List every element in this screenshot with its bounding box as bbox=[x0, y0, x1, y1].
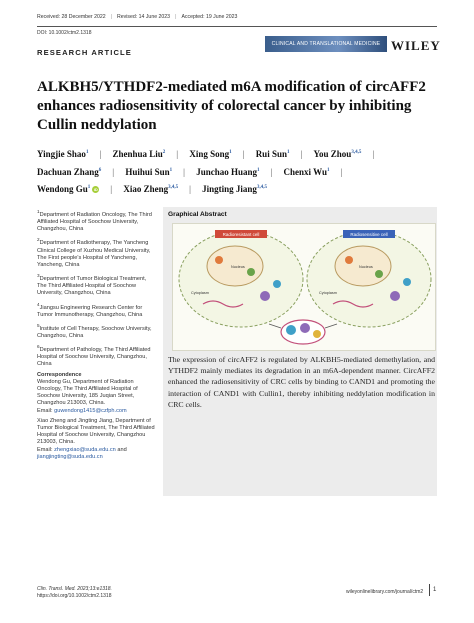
footer-site-link[interactable]: wileyonlinelibrary.com/journal/ctm2 bbox=[346, 589, 424, 595]
radiosensitive-label: Radiosensitive cell bbox=[350, 232, 388, 237]
affiliation: $^6$Department of Pathology, The Third Affiliated Hospital of Soochow University, Changzhou, China bbox=[37, 344, 151, 368]
affiliation: $^3$Department of Tumor Biological Treatment, The Third Affiliated Hospital of Soochow University, Changzhou, China bbox=[37, 273, 147, 297]
nucleus-label: Nucleus bbox=[359, 265, 373, 269]
abstract-diagram bbox=[173, 224, 435, 350]
graphical-abstract-figure[interactable] bbox=[172, 223, 436, 351]
affiliation: $^5$Institute of Cell Therapy, Soochow University, Changzhou, China bbox=[37, 322, 152, 339]
email-link[interactable]: zhengxiao@suda.edu.cn bbox=[54, 446, 116, 453]
protein-marker bbox=[390, 291, 400, 301]
publisher-logo[interactable]: WILEY bbox=[391, 38, 441, 53]
protein-marker bbox=[300, 323, 310, 333]
author[interactable]: Huihui Sun$^1$ bbox=[125, 166, 173, 177]
protein-marker bbox=[273, 280, 281, 288]
doi[interactable]: DOI: 10.1002/ctm2.1318 bbox=[37, 30, 92, 36]
author[interactable]: Jingting Jiang$^{3,4,5}$ bbox=[202, 184, 267, 194]
article-title: ALKBH5/YTHDF2-mediated m6A modification of circAFF2 enhances radiosensitivity of colorectal cancer by inhibiting Cullin neddylation bbox=[37, 79, 426, 133]
graphical-abstract-label: Graphical Abstract bbox=[168, 211, 227, 218]
author[interactable]: Yingjie Shao$^1$ bbox=[37, 149, 89, 159]
protein-marker bbox=[403, 278, 411, 286]
protein-marker bbox=[215, 256, 223, 264]
author[interactable]: Xiao Zheng$^{3,4,5}$ bbox=[123, 184, 179, 194]
correspondence-heading: Correspondence bbox=[37, 371, 82, 378]
author[interactable]: Junchao Huang$^1$ bbox=[196, 166, 260, 177]
protein-marker bbox=[375, 270, 383, 278]
email-link[interactable]: guwendong1415@czfph.com bbox=[54, 407, 127, 414]
article-type: RESEARCH ARTICLE bbox=[37, 48, 132, 57]
separator: | bbox=[110, 14, 112, 20]
radioresistant-label: Radioresistant cell bbox=[222, 232, 260, 237]
header-rule bbox=[37, 26, 437, 27]
author[interactable]: Chenxi Wu$^1$ bbox=[283, 166, 330, 177]
revised-date: Revised: 14 June 2023 bbox=[117, 14, 171, 20]
correspondence-block: Wendong Gu, Department of Radiation Oncology, The Third Affiliated Hospital of Soochow University, 185 Juqian Street, Changzhou 213003, China. Email: guwendong1415@czfph.com bbox=[37, 378, 138, 414]
publication-dates bbox=[37, 14, 237, 20]
protein-marker bbox=[313, 330, 321, 338]
affiliations-column bbox=[37, 208, 157, 464]
journal-banner[interactable]: CLINICAL AND TRANSLATIONAL MEDICINE bbox=[265, 36, 387, 52]
protein-marker bbox=[260, 291, 270, 301]
author[interactable]: You Zhou$^{3,4,5}$ bbox=[313, 149, 362, 159]
cytoplasm-label: Cytoplasm bbox=[319, 291, 337, 295]
protein-marker bbox=[345, 256, 353, 264]
nucleus-label: Nucleus bbox=[231, 265, 245, 269]
email-link[interactable]: jiangjingting@suda.edu.cn bbox=[37, 453, 103, 460]
page-number: 1 bbox=[433, 587, 437, 593]
correspondence-block: Xiao Zheng and Jingting Jiang, Department of Tumor Biological Treatment, The Third Affiliated Hospital of Soochow University, Changzhou 213003, China. Email: zhengxiao@suda.edu.cn and jiangjingting@suda.edu.cn bbox=[37, 417, 155, 460]
graphical-abstract-text: The expression of circAFF2 is regulated by ALKBH5-mediated demethylation, and YTHDF2 mainly mediates its degradation in an m6A-dependent manner. CircAFF2 enhanced the radiosensitivity of CRC cells by binding to CAND1 and promoting the interaction of CAND1 with Cullin1, thereby inhibiting neddylation modification in CRC cells. bbox=[168, 355, 435, 409]
author[interactable]: Xing Song$^1$ bbox=[189, 149, 232, 159]
author[interactable]: Wendong Gu$^1$ iD bbox=[37, 184, 98, 194]
protein-marker bbox=[247, 268, 255, 276]
protein-marker bbox=[286, 325, 296, 335]
separator: | bbox=[175, 14, 177, 20]
author[interactable]: Rui Sun$^1$ bbox=[255, 149, 290, 159]
orcid-icon[interactable]: iD bbox=[93, 187, 98, 192]
cytoplasm-label: Cytoplasm bbox=[191, 291, 209, 295]
affiliation: $^4$Jiangsu Engineering Research Center for Tumor Immunotherapy, Changzhou, China bbox=[37, 301, 143, 318]
affiliation: $^2$Department of Radiotherapy, The Yancheng Clinical College of Xuzhou Medical University, The First people's Hospital of Yancheng, Yancheng, China bbox=[37, 237, 151, 268]
accepted-date: Accepted: 19 June 2023 bbox=[181, 14, 238, 20]
affiliation: $^1$Department of Radiation Oncology, The Third Affiliated Hospital of Soochow University, Changzhou, China bbox=[37, 209, 152, 233]
author-list: Yingjie Shao$^1$ | Zhenhua Liu$^2$ | Xing Song$^1$ | Rui Sun$^1$ | You Zhou$^{3,4,5}$ | Dachuan Zhang$^6$ | Huihui Sun$^1$ | Junchao Huang$^1$ | Chenxi Wu$^1$ | Wendong Gu$^1$ iD | Xiao Zheng$^{3,4,5}$ | Jingting Jiang$^{3,4,5}$ bbox=[37, 145, 447, 198]
arrow bbox=[269, 324, 281, 328]
footer-citation: Clin. Transl. Med. 2023;13:e1318. https://doi.org/10.1002/ctm2.1318 bbox=[37, 586, 112, 599]
footer-doi-link[interactable]: https://doi.org/10.1002/ctm2.1318 bbox=[37, 593, 112, 599]
author[interactable]: Dachuan Zhang$^6$ bbox=[37, 166, 102, 177]
received-date: Received: 28 December 2022 bbox=[37, 14, 106, 20]
footer-divider bbox=[429, 584, 430, 596]
author[interactable]: Zhenhua Liu$^2$ bbox=[112, 149, 166, 159]
arrow bbox=[325, 324, 337, 328]
